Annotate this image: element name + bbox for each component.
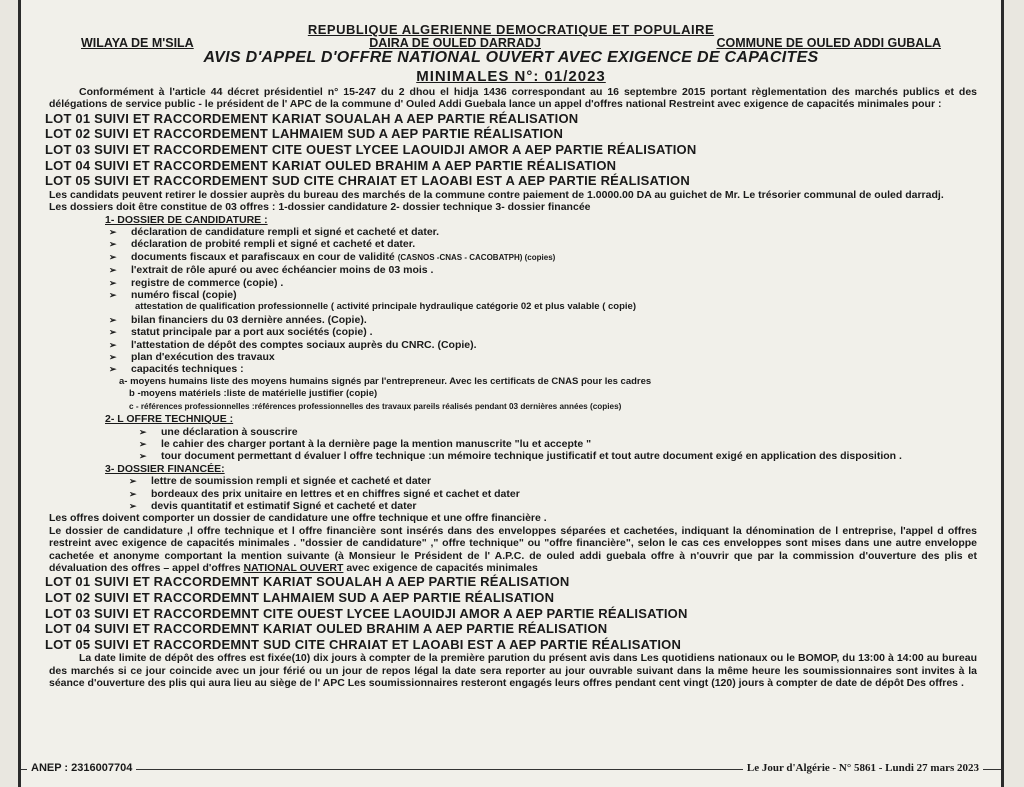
envelope-paragraph: Le dossier de candidature ,l offre technique et l offre financière sont insérés dans des enveloppes séparées et cachetées, indiquant la dénomination de l entreprise, l'appel d offres restreint avec exigence de capacités minimales . "dossier de candidature" ," offre technique" ou "offre financière", selon le cas ces enveloppes sont mises dans une autre enveloppe cachetée et anonyme comportant la mention suivante (à Monsieur le Président de l' A.P.C. de ouled addi guebala offre à n'ouvrir que par la commission d'ouverture des plis et dévaluation des offres – appel d'offres NATIONAL OUVERT avec exigence de capacités minimales <box>49 524 977 574</box>
notice-number: MINIMALES N°: 01/2023 <box>416 68 606 85</box>
notice-page <box>18 0 1004 787</box>
lot-item: LOT 04 SUIVI ET RACCORDEMNT KARIAT OULED BRAHIM A AEP PARTIE RÉALISATION <box>45 621 608 637</box>
list-item: ➢ numéro fiscal (copie) <box>109 289 237 302</box>
constitution-line: Les dossiers doit être constitue de 03 offres : 1-dossier candidature 2- dossier technique 3- dossier financée <box>49 201 591 214</box>
list-item: ➢ plan d'exécution des travaux <box>109 351 275 364</box>
arrow-bullet-icon: ➢ <box>109 364 117 375</box>
arrow-bullet-icon: ➢ <box>139 438 147 449</box>
list-item: ➢ le cahier des charger portant à la dernière page la mention manuscrite "lu et accepte " <box>139 437 592 450</box>
lot-item: LOT 03 SUIVI ET RACCORDEMENT CITE OUEST LYCEE LAOUIDJI AMOR A AEP PARTIE RÉALISATION <box>45 142 697 157</box>
lot-item: LOT 02 SUIVI ET RACCORDEMNT LAHMAIEM SUD A AEP PARTIE RÉALISATION <box>45 589 555 605</box>
list-item: ➢ l'attestation de dépôt des comptes sociaux auprès du CNRC. (Copie). <box>109 338 477 351</box>
arrow-bullet-icon: ➢ <box>109 265 117 276</box>
lot-item: LOT 01 SUIVI ET RACCORDEMNT KARIAT SOUALAH A AEP PARTIE RÉALISATION <box>45 574 570 590</box>
republic-heading: REPUBLIQUE ALGERIENNE DEMOCRATIQUE ET POPULAIRE <box>307 22 715 37</box>
admin-line <box>81 36 941 50</box>
list-item: ➢ déclaration de probité rempli et signé et cacheté et dater. <box>109 238 416 251</box>
list-item: ➢ l'extrait de rôle apuré ou avec échéancier moins de 03 mois . <box>109 264 434 277</box>
capacity-item: c - références professionnelles :références professionnelles des travaux pareils réalisés pendant 03 dernières années (copies) <box>129 401 622 411</box>
lots-list-top <box>45 110 977 189</box>
lot-item: LOT 04 SUIVI ET RACCORDEMENT KARIAT OULED BRAHIM A AEP PARTIE RÉALISATION <box>45 157 617 173</box>
section-candidature-title: 1- DOSSIER DE CANDIDATURE : <box>105 213 268 226</box>
wilaya-label: WILAYA DE M'SILA <box>81 36 194 50</box>
arrow-bullet-icon: ➢ <box>109 290 117 301</box>
list-item: ➢ bilan financiers du 03 dernière années. (Copie). <box>109 313 367 326</box>
lot-item: LOT 05 SUIVI ET RACCORDEMNT SUD CITE CHRAIAT ET LAOABI EST A AEP PARTIE RÉALISATION <box>45 636 682 652</box>
notice-title: AVIS D'APPEL D'OFFRE NATIONAL OUVERT AVEC EXIGENCE DE CAPACITES <box>203 49 819 66</box>
capacity-item: b -moyens matériels :liste de matérielle justifier (copie) <box>129 388 378 400</box>
intro-paragraph: Conformément à l'article 44 décret présidentiel n° 15-247 du 2 dhou el hidja 1436 correspondant au 16 septembre 2015 portant règlementation des marchés publics et des délégations de service public - le président de l' APC de la commune d' Ouled Addi Guebala lance un appel d'offres national Restreint avec exigence de capacités minimales pour : <box>49 86 977 111</box>
list-item: ➢ tour document permettant d évaluer l offre technique :un mémoire technique justificatif et tout autre document exigé en application des disposition . <box>139 450 902 463</box>
commune-label: COMMUNE DE OULED ADDI GUBALA <box>716 36 941 50</box>
arrow-bullet-icon: ➢ <box>129 476 137 487</box>
list-item: ➢ documents fiscaux et parafiscaux en cour de validité (CASNOS -CNAS - CACOBATPH) (copies) <box>109 250 556 263</box>
arrow-bullet-icon: ➢ <box>109 339 117 350</box>
arrow-bullet-icon: ➢ <box>139 426 147 437</box>
list-item: ➢ bordeaux des prix unitaire en lettres et en chiffres signé et cachet et dater <box>129 487 520 500</box>
notice-body <box>45 86 977 690</box>
section-technique-title: 2- L OFFRE TECHNIQUE : <box>105 413 234 426</box>
retrieve-paragraph: Les candidats peuvent retirer le dossier auprès du bureau des marchés de la commune contre paiement de 1.0000.00 DA au guichet de Mr. Le trésorier communal de ouled darradj. <box>49 188 944 201</box>
arrow-bullet-icon: ➢ <box>129 500 137 511</box>
arrow-bullet-icon: ➢ <box>109 352 117 363</box>
newspaper-reference: Le Jour d'Algérie - N° 5861 - Lundi 27 mars 2023 <box>743 762 983 774</box>
lot-item: LOT 01 SUIVI ET RACCORDEMENT KARIAT SOUALAH A AEP PARTIE RÉALISATION <box>45 110 579 126</box>
capacity-item: a- moyens humains liste des moyens humains signés par l'entrepreneur. Avec les certificats de CNAS pour les cadres <box>119 375 652 387</box>
lot-item: LOT 05 SUIVI ET RACCORDEMENT SUD CITE CHRAIAT ET LAOABI EST A AEP PARTIE RÉALISATION <box>45 173 690 189</box>
list-item: ➢ déclaration de candidature rempli et signé et cacheté et dater. <box>109 226 440 238</box>
arrow-bullet-icon: ➢ <box>109 277 117 288</box>
arrow-bullet-icon: ➢ <box>109 251 117 262</box>
arrow-bullet-icon: ➢ <box>109 227 117 237</box>
arrow-bullet-icon: ➢ <box>139 451 147 462</box>
national-ouvert-label: NATIONAL OUVERT <box>243 561 344 574</box>
list-item: ➢ capacités techniques : <box>109 363 244 376</box>
lot-item: LOT 02 SUIVI ET RACCORDEMENT LAHMAIEM SUD A AEP PARTIE RÉALISATION <box>45 126 564 142</box>
page-footer <box>21 762 1001 778</box>
offers-paragraph: Les offres doivent comporter un dossier de candidature une offre technique et une offre financière . <box>49 512 547 525</box>
anep-reference: ANEP : 2316007704 <box>27 762 136 774</box>
list-item: ➢ devis quantitatif et estimatif Signé et cacheté et dater <box>129 499 417 512</box>
section-financiere-title: 3- DOSSIER FINANCÉE: <box>105 462 225 475</box>
attestation-line: attestation de qualification professionnelle ( activité principale hydraulique catégorie 02 et plus valable ( copie) <box>135 301 636 313</box>
lots-list-bottom <box>45 574 977 652</box>
arrow-bullet-icon: ➢ <box>109 239 117 250</box>
arrow-bullet-icon: ➢ <box>129 488 137 499</box>
arrow-bullet-icon: ➢ <box>109 327 117 338</box>
list-item: ➢ une déclaration à souscrire <box>139 425 298 438</box>
list-item: ➢ statut principale par a port aux sociétés (copie) . <box>109 326 373 339</box>
daira-label: DAIRA DE OULED DARRADJ <box>369 36 541 50</box>
lot-item: LOT 03 SUIVI ET RACCORDEMNT CITE OUEST LYCEE LAOUIDJI AMOR A AEP PARTIE RÉALISATION <box>45 605 688 621</box>
list-item: ➢ lettre de soumission rempli et signée et cacheté et dater <box>129 475 432 488</box>
arrow-bullet-icon: ➢ <box>109 314 117 325</box>
deadline-paragraph: La date limite de dépôt des offres est fixée(10) dix jours à compter de la première parution du présent avis dans Les quotidiens nationaux ou le BOMOP, du 13:00 à 14:00 au bureau des marchés si ce jour coincide avec un jour férié ou un jour de repos légal la date sera reporter au jour ouvrable suivant dans la même heure les soumissionnaires sont invites à la séance d'ouverture des plis qui aura lieu au siège de l' APC Les soumissionnaires resteront engagés leurs offres pendant cent vingt (120) jours à compter de date de dépôt Des offres . <box>49 652 977 690</box>
list-item: ➢ registre de commerce (copie) . <box>109 276 284 289</box>
fiscal-note: (CASNOS -CNAS - CACOBATPH) (copies) <box>397 252 556 262</box>
